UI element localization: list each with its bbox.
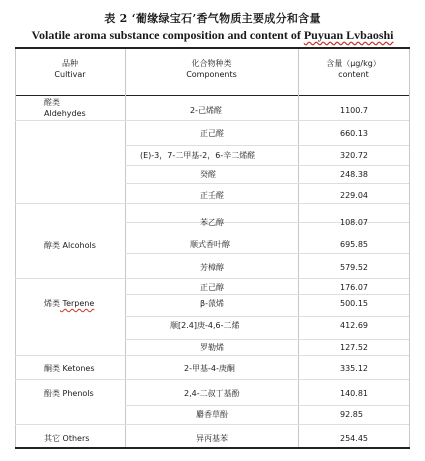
content-cell: 660.13 (340, 129, 368, 138)
row-divider (125, 316, 409, 317)
row-divider (15, 424, 409, 425)
category-terpene-en: Terpene (60, 299, 95, 308)
content-cell: 140.81 (340, 389, 368, 398)
header-content (298, 58, 409, 80)
table-border-left (15, 49, 16, 447)
cultivar-name: Puyuan Lvbaoshi (303, 28, 394, 42)
content-cell: 579.52 (340, 263, 368, 272)
component-cell: 正己醇 (200, 283, 224, 292)
header-components-en: Components (186, 70, 237, 79)
content-cell: 1100.7 (340, 106, 368, 115)
row-divider (125, 145, 409, 146)
component-cell: (E)-3，7-二甲基-2，6-辛二烯醛 (140, 151, 256, 160)
row-divider (125, 294, 409, 295)
row-divider (15, 203, 409, 204)
content-cell: 500.15 (340, 299, 368, 308)
component-cell: 芳樟醇 (200, 263, 224, 272)
category-aldehydes-en: Aldehydes (44, 109, 86, 118)
component-cell: 2,4-二叔丁基酚 (184, 389, 240, 398)
component-cell: 癸醛 (200, 170, 216, 179)
category-aldehydes-cn: 醛类 (44, 98, 60, 107)
component-cell: 2-甲基-4-庚酮 (184, 364, 235, 373)
content-cell: 248.38 (340, 170, 368, 179)
component-cell: β-蒎烯 (200, 299, 224, 308)
category-others: 其它 Others (44, 434, 90, 443)
caption-en-prefix: Volatile aroma substance composition and content of (31, 28, 304, 42)
row-divider (15, 120, 409, 121)
row-divider (125, 405, 409, 406)
content-cell: 335.12 (340, 364, 368, 373)
header-bottom-rule (15, 95, 410, 96)
category-phenols: 酚类 Phenols (44, 389, 94, 398)
content-cell: 412.69 (340, 321, 368, 330)
table-top-rule (15, 47, 410, 49)
header-content-cn: 含量（μg/kg） (326, 59, 381, 68)
table-bottom-rule (15, 447, 410, 449)
table-border-right (409, 49, 410, 447)
header-cultivar-en: Cultivar (54, 70, 86, 79)
row-divider (125, 165, 409, 166)
content-cell: 254.45 (340, 434, 368, 443)
component-cell: 异丙基苯 (196, 434, 228, 443)
row-divider (15, 355, 409, 356)
content-cell: 127.52 (340, 343, 368, 352)
column-divider-1 (125, 49, 126, 447)
row-divider (15, 379, 409, 380)
category-terpene-cn: 烯类 (44, 299, 60, 308)
content-cell: 229.04 (340, 191, 368, 200)
column-divider-2 (298, 49, 299, 447)
content-cell: 320.72 (340, 151, 368, 160)
table-caption-en (0, 28, 425, 43)
component-cell: 顺[2.4]庚-4,6-二烯 (170, 321, 240, 330)
header-components (125, 58, 298, 80)
header-cultivar-cn: 品种 (62, 59, 78, 68)
content-cell: 92.85 (340, 410, 363, 419)
header-content-en: content (338, 70, 369, 79)
table-caption-cn: 表 2 ‘葡缘绿宝石’香气物质主要成分和含量 (104, 12, 321, 25)
component-cell: 正壬醛 (200, 191, 224, 200)
component-cell: 苯乙醇 (200, 218, 224, 227)
category-alcohols: 醇类 Alcohols (44, 241, 96, 250)
row-divider (125, 253, 409, 254)
row-divider (15, 278, 409, 279)
category-aldehydes (44, 97, 86, 119)
content-cell: 176.07 (340, 283, 368, 292)
row-divider (125, 339, 409, 340)
component-cell: 正己醛 (200, 129, 224, 138)
header-cultivar (15, 58, 125, 80)
component-cell: 2-己烯醛 (190, 106, 222, 115)
content-cell: 108.07 (340, 218, 368, 227)
row-divider (125, 183, 409, 184)
content-cell: 695.85 (340, 240, 368, 249)
category-ketones: 酮类 Ketones (44, 364, 95, 373)
component-cell: 麝香草酚 (196, 410, 228, 419)
category-terpene (44, 298, 94, 309)
header-components-cn: 化合物种类 (191, 59, 232, 68)
component-cell: 罗勒烯 (200, 343, 224, 352)
component-cell: 顺式香叶醇 (190, 240, 230, 249)
